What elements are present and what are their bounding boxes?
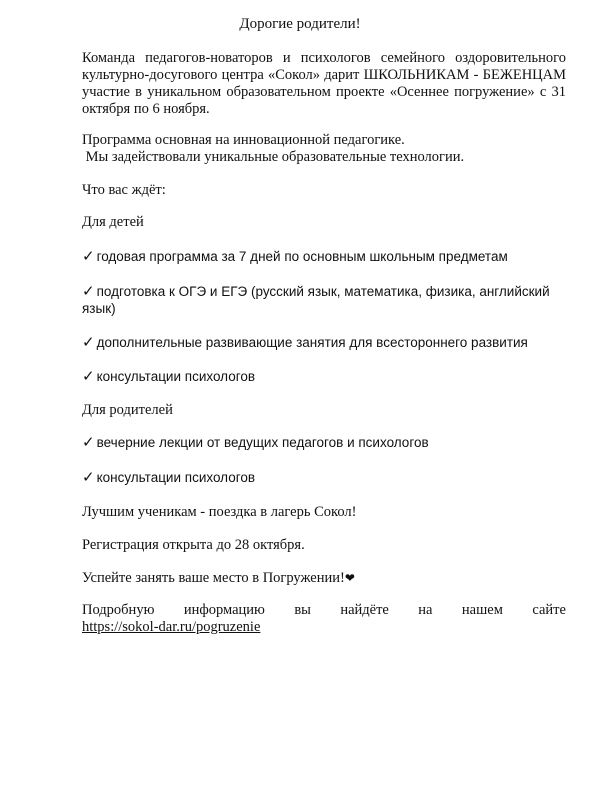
checkmark-icon: ✓ [82, 282, 95, 300]
more-info-word: вы [294, 602, 311, 618]
list-item [82, 248, 566, 265]
checkmark-icon: ✓ [82, 468, 95, 486]
website-link[interactable]: https://sokol-dar.ru/pogruzenie [82, 619, 261, 635]
heart-icon: ❤ [344, 571, 355, 585]
more-info-word: Подробную [82, 602, 155, 618]
program-line: Программа основная на инновационной педагогике. [82, 132, 405, 148]
list-item-text: дополнительные развивающие занятия для всестороннего развития [96, 335, 528, 350]
more-info-word: нашем [461, 602, 503, 618]
intro-line: участие в уникальном образовательном проекте «Осеннее погружение» с 31 [82, 84, 566, 100]
for-children-heading: Для детей [82, 214, 144, 230]
intro-line: культурно-досугового центра «Сокол» дарит ШКОЛЬНИКАМ - БЕЖЕНЦАМ [82, 67, 566, 83]
best-students-line: Лучшим ученикам - поездка в лагерь Сокол! [82, 504, 357, 520]
list-item [82, 334, 566, 351]
list-item [82, 469, 566, 486]
list-item-text: консультации психологов [96, 470, 256, 485]
what-awaits-heading: Что вас ждёт: [82, 182, 166, 198]
list-item-text: вечерние лекции от ведущих педагогов и психологов [96, 435, 429, 450]
list-item [82, 434, 566, 451]
checkmark-icon: ✓ [82, 247, 95, 265]
intro-line: октября по 6 ноября. [82, 101, 210, 117]
list-item [82, 283, 566, 317]
list-item-text: консультации психологов [96, 369, 256, 384]
registration-line: Регистрация открыта до 28 октября. [82, 537, 305, 553]
program-paragraph [82, 132, 566, 166]
hurry-text: Успейте занять ваше место в Погружении! [82, 570, 345, 586]
intro-line: Команда педагогов-новаторов и психологов семейного оздоровительного [82, 50, 566, 66]
more-info-word: информацию [183, 602, 265, 618]
hurry-line [82, 570, 566, 587]
list-item-text: годовая программа за 7 дней по основным школьным предметам [96, 249, 508, 264]
list-item-text: подготовка к ОГЭ и ЕГЭ (русский язык, математика, физика, английский язык) [82, 284, 550, 316]
intro-paragraph [82, 50, 566, 118]
checkmark-icon: ✓ [82, 367, 95, 385]
checkmark-icon: ✓ [82, 433, 95, 451]
program-line: Мы задействовали уникальные образовательные технологии. [82, 149, 465, 165]
more-info-line [82, 602, 566, 619]
more-info-word: на [418, 602, 433, 618]
for-parents-heading: Для родителей [82, 402, 173, 418]
more-info-word: сайте [532, 602, 566, 618]
more-info-paragraph [82, 602, 566, 636]
checkmark-icon: ✓ [82, 333, 95, 351]
more-info-word: найдёте [340, 602, 389, 618]
list-item [82, 368, 566, 385]
letter-title: Дорогие родители! [239, 16, 361, 32]
